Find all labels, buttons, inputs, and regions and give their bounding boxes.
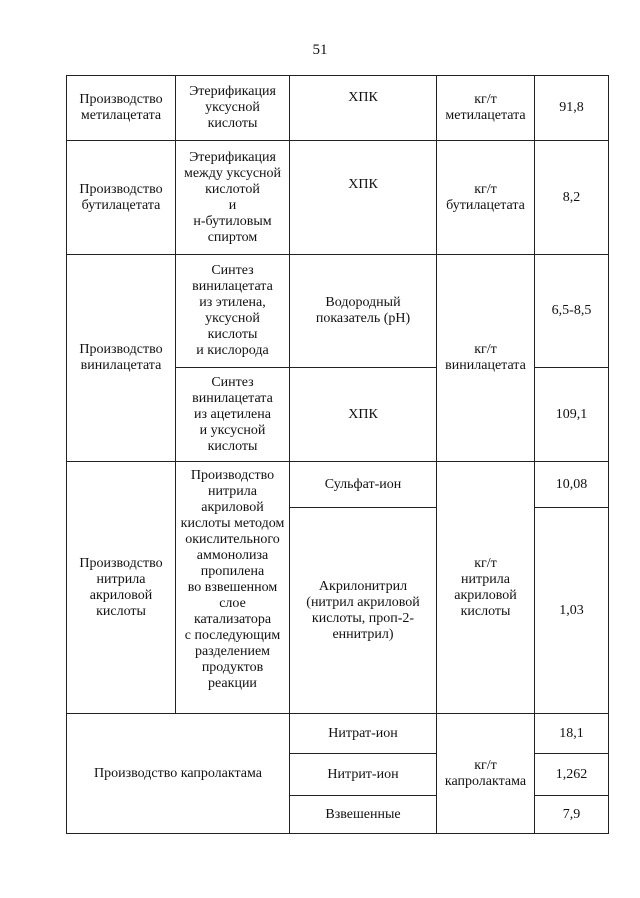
value-cell: 18,1 (535, 714, 609, 754)
unit-cell: кг/т метилацетата (437, 76, 535, 141)
indicator-cell: ХПК (290, 368, 437, 462)
indicator-cell: Нитрат-ион (290, 714, 437, 754)
value-cell: 8,2 (535, 141, 609, 255)
production-cell: Производство винилацетата (67, 255, 176, 462)
value-cell: 109,1 (535, 368, 609, 462)
value-cell: 10,08 (535, 462, 609, 508)
production-cell: Производство нитрила акриловой кислоты (67, 462, 176, 714)
table-row (67, 141, 609, 255)
value-cell: 7,9 (535, 796, 609, 834)
indicator-cell: Нитрит-ион (290, 754, 437, 796)
process-cell: Синтез винилацетата из этилена, уксусной кислоты и кислорода (176, 255, 290, 368)
production-cell: Производство метилацетата (67, 76, 176, 141)
indicator-cell: Водородный показатель (рН) (290, 255, 437, 368)
unit-cell: кг/т винилацетата (437, 255, 535, 462)
norms-table (66, 75, 609, 834)
process-cell: Этерификация между уксусной кислотой и н-бутиловым спиртом (176, 141, 290, 255)
table-row (67, 76, 609, 141)
indicator-cell: Акрилонитрил (нитрил акриловой кислоты, проп-2- еннитрил) (290, 508, 437, 714)
indicator-cell: ХПК (290, 141, 437, 255)
process-cell: Синтез винилацетата из ацетилена и уксусной кислоты (176, 368, 290, 462)
indicator-cell: Сульфат-ион (290, 462, 437, 508)
table-row (67, 462, 609, 508)
production-cell: Производство капролактама (67, 714, 290, 834)
unit-cell: кг/т нитрила акриловой кислоты (437, 462, 535, 714)
process-cell: Производство нитрила акриловой кислоты методом окислительного аммонолиза пропилена во взвешенном слое катализатора с последующим разделением продуктов реакции (176, 462, 290, 714)
unit-cell: кг/т капролактама (437, 714, 535, 834)
indicator-cell: ХПК (290, 76, 437, 141)
page-number: 51 (312, 42, 328, 58)
value-cell: 1,03 (535, 508, 609, 714)
table-row (67, 255, 609, 368)
unit-cell: кг/т бутилацетата (437, 141, 535, 255)
production-cell: Производство бутилацетата (67, 141, 176, 255)
process-cell: Этерификация уксусной кислоты (176, 76, 290, 141)
indicator-cell: Взвешенные (290, 796, 437, 834)
value-cell: 1,262 (535, 754, 609, 796)
value-cell: 91,8 (535, 76, 609, 141)
value-cell: 6,5-8,5 (535, 255, 609, 368)
table-row (67, 714, 609, 754)
